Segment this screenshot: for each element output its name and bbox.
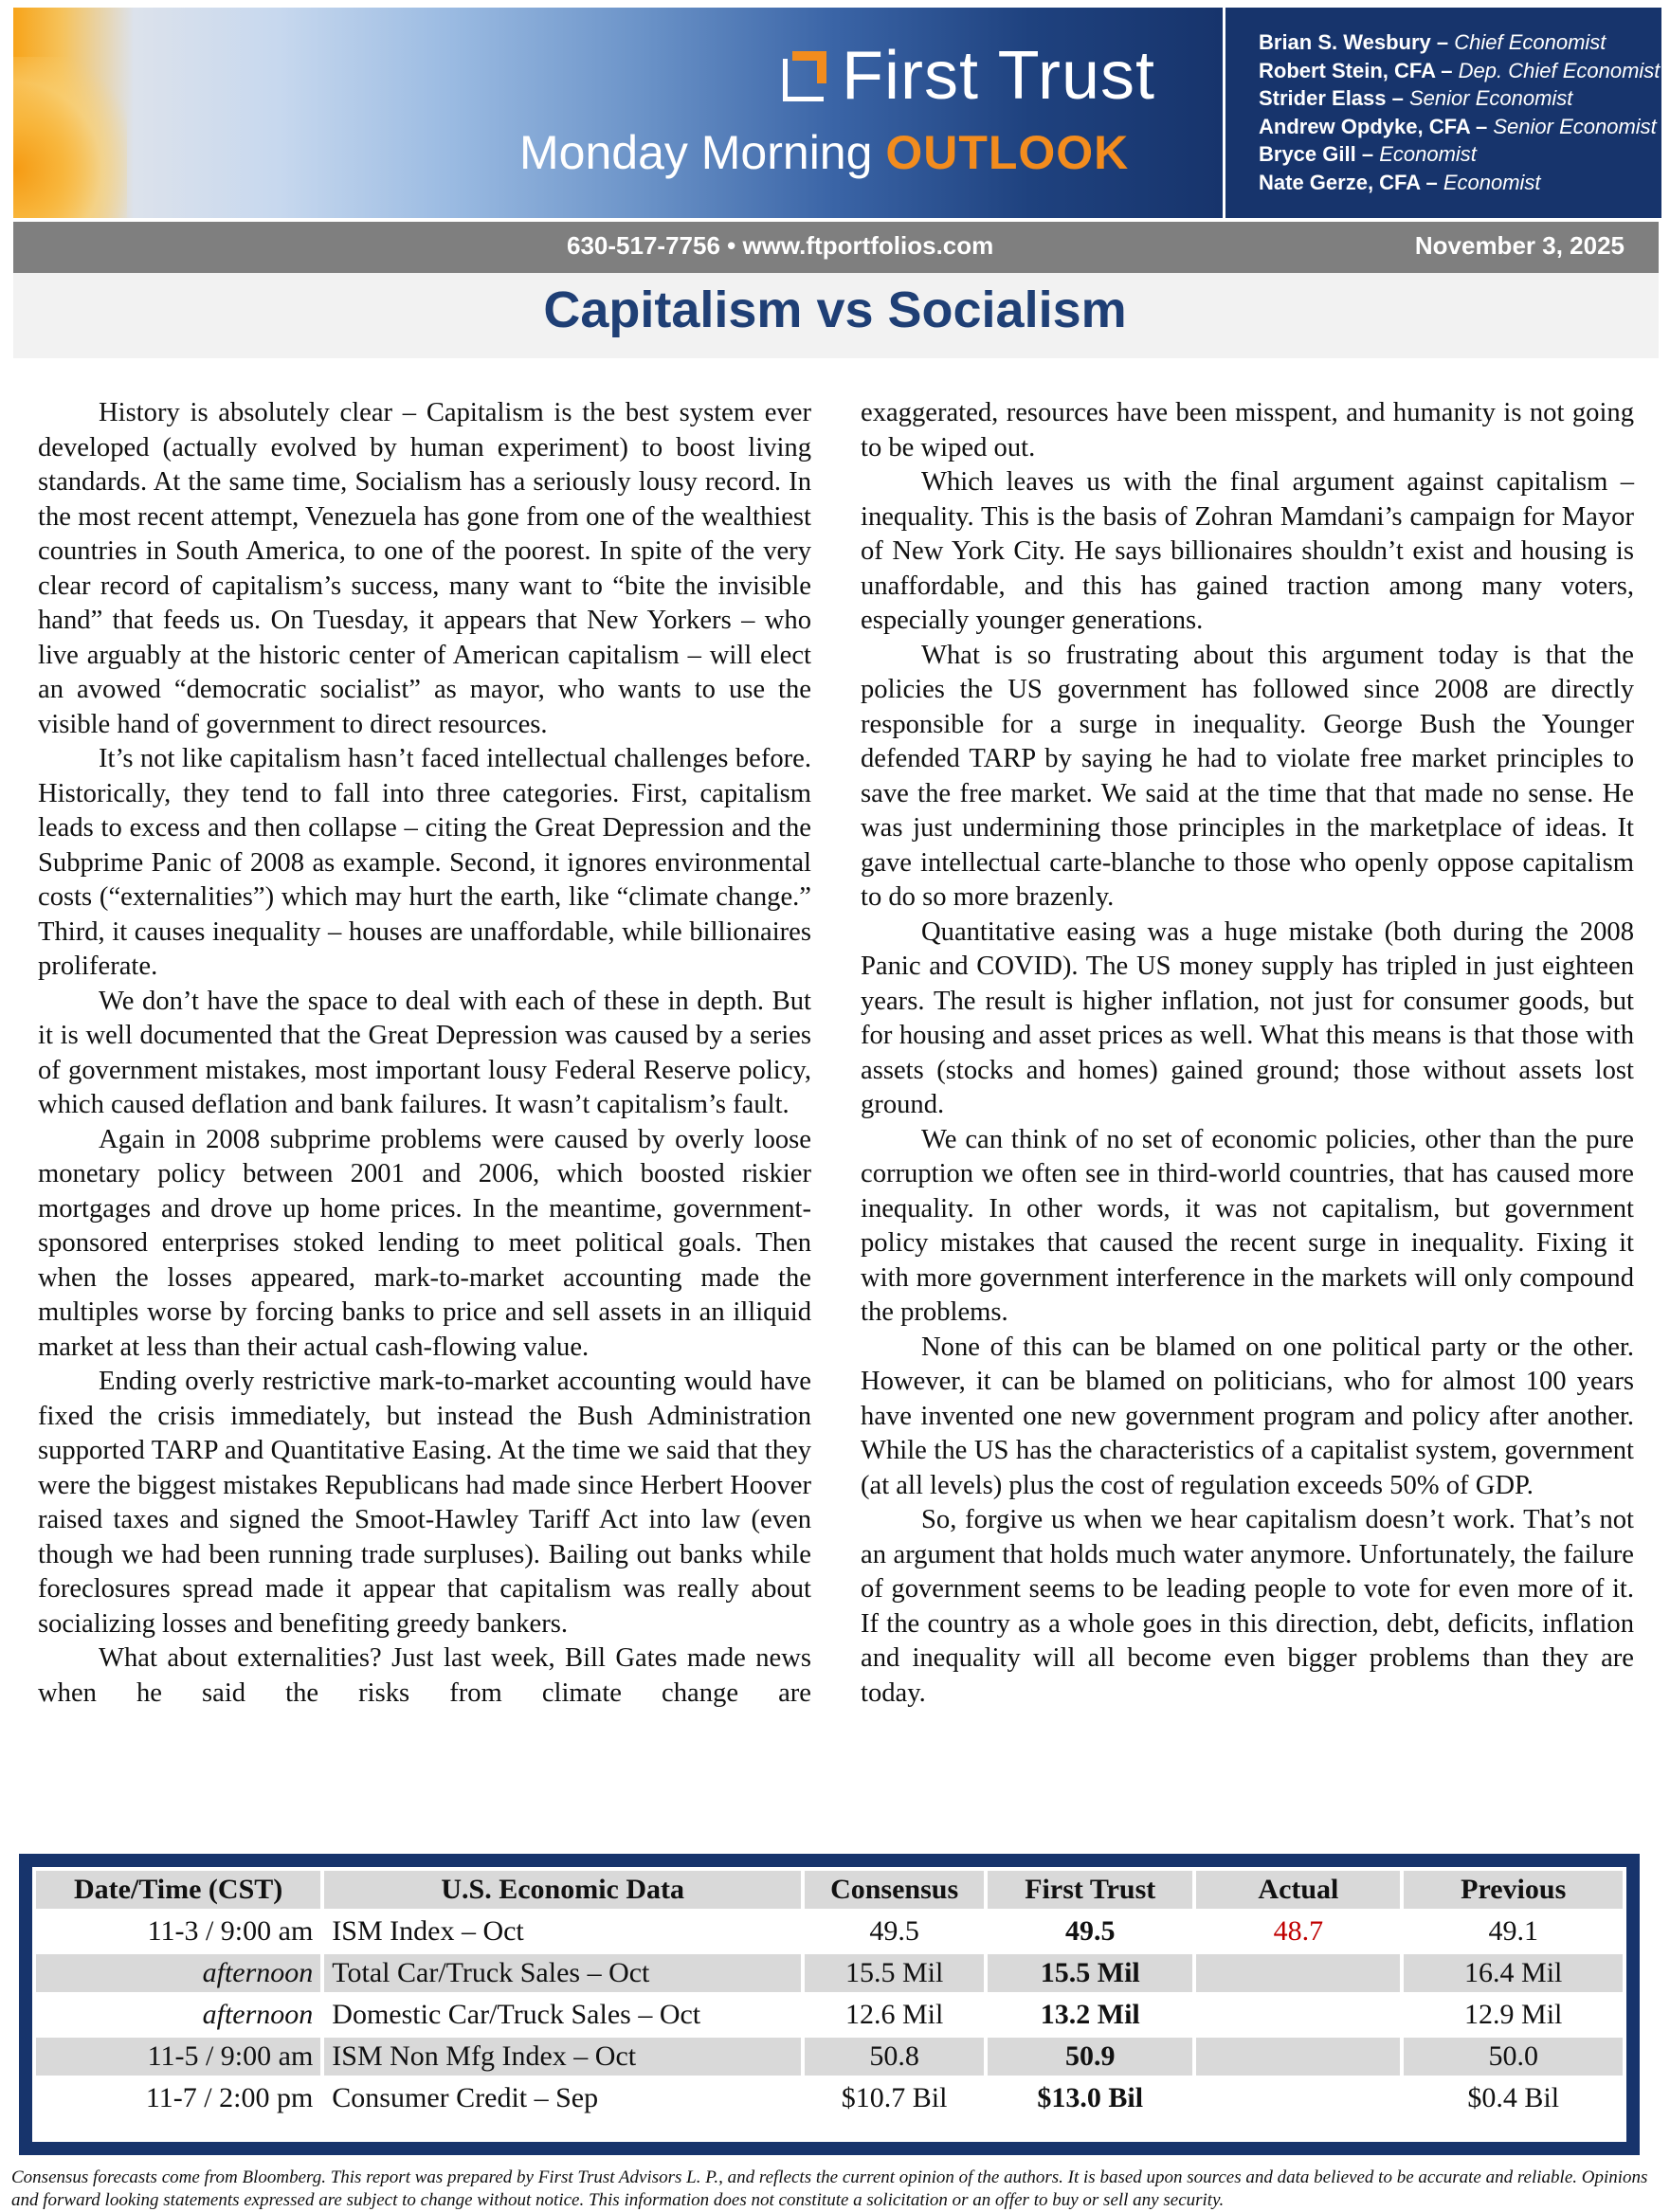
cell-consensus: 15.5 Mil — [805, 1954, 984, 1992]
header-previous: Previous — [1404, 1871, 1623, 1909]
staff-member: Nate Gerze, CFA – Economist — [1259, 170, 1541, 194]
paragraph: Ending overly restrictive mark-to-market accounting would have fixed the crisis immediately, but instead the Bush Administration supported TARP and Quantitative Easing. At the time we said that they were the biggest mistakes Republicans had made since Herbert Hoover raised taxes and signed the Smoot-Hawley Tariff Act into law (even though we had been running trade surpluses). Bailing out banks while foreclosures spread made it appear that capitalism was really about socializing losses and benefiting greedy bankers. — [38, 1367, 811, 1639]
disclaimer: Consensus forecasts come from Bloomberg. This report was prepared by First Trust Advisors L. P., and reflects the current opinion of the authors. It is based upon sources and data believed to be accurate and reliable. Opinions and forward looking statements expressed are subject to change without notice. This information does not constitute a solicitation or an offer to buy or sell any security. — [11, 2167, 1648, 2210]
cell-actual: 48.7 — [1273, 1915, 1324, 1947]
cell-date: afternoon — [202, 1999, 314, 2030]
cell-desc: Consumer Credit – Sep — [332, 2082, 599, 2113]
cell-previous: 50.0 — [1404, 2038, 1623, 2076]
cell-previous: $0.4 Bil — [1467, 2082, 1560, 2113]
paragraph: What about externalities? Just last week, Bill Gates made news when he said the risks from climate change are — [38, 1643, 811, 1708]
table-row — [36, 2038, 1623, 2076]
table-row — [36, 1913, 1623, 1950]
cell-actual — [1196, 2079, 1400, 2117]
staff-member: Strider Elass – Senior Economist — [1259, 86, 1573, 110]
staff-list — [1259, 28, 1660, 196]
header-consensus: Consensus — [805, 1871, 984, 1909]
sun-graphic — [13, 57, 127, 218]
cell-previous: 12.9 Mil — [1464, 1999, 1563, 2030]
paragraph: History is absolutely clear – Capitalism is the best system ever developed (actually evolved by human experiment) to boost living standards. At the same time, Socialism has a seriously lousy record. In the most recent attempt, Venezuela has gone from one of the wealthiest countries in South America, to one of the poorest. In spite of the very clear record of capitalism’s success, many want to “bite the invisible hand” that feeds us. On Tuesday, it appears that New Yorkers – who live arguably at the historic center of American capitalism – will elect an avowed “democratic socialist” as mayor, who wants to use the visible hand of government to direct resources. — [38, 398, 811, 739]
cell-consensus: 50.8 — [805, 2038, 984, 2076]
cell-date: 11-7 / 2:00 pm — [145, 2082, 314, 2113]
cell-consensus: 49.5 — [869, 1915, 919, 1947]
article-right-column — [861, 396, 1634, 1711]
cell-first-trust: 15.5 Mil — [988, 1954, 1192, 1992]
paragraph: We don’t have the space to deal with each of these in depth. But it is well documented that the Great Depression was caused by a series of government mistakes, most important lousy Federal Reserve policy, which caused deflation and bank failures. It wasn’t capitalism’s fault. — [38, 986, 811, 1119]
publication-name-plain: Monday Morning — [519, 126, 886, 179]
header-date: Date/Time (CST) — [36, 1871, 320, 1909]
article-title: Capitalism vs Socialism — [543, 281, 1127, 338]
cell-consensus: $10.7 Bil — [841, 2082, 948, 2113]
table-row — [36, 1996, 1623, 2034]
cell-date: 11-3 / 9:00 am — [147, 1915, 314, 1947]
cell-previous: 49.1 — [1488, 1915, 1538, 1947]
cell-desc: ISM Index – Oct — [332, 1915, 524, 1947]
header-actual: Actual — [1196, 1871, 1400, 1909]
article-left-column — [38, 396, 811, 1711]
cell-first-trust: $13.0 Bil — [1037, 2082, 1144, 2113]
cell-desc: Domestic Car/Truck Sales – Oct — [332, 1999, 701, 2030]
contact-info: 630-517-7756 • www.ftportfolios.com — [567, 231, 994, 260]
paragraph: It’s not like capitalism hasn’t faced intellectual challenges before. Historically, they tend to fall into three categories. First, capitalism leads to excess and then collapse – citing the Great Depression and the Subprime Panic of 2008 as example. Second, it ignores environmental costs (“externalities”) which may hurt the earth, like “climate change.” Third, it causes inequality – houses are unaffordable, while billionaires proliferate. — [38, 744, 811, 981]
publication-date: November 3, 2025 — [1414, 231, 1625, 260]
cell-previous: 16.4 Mil — [1404, 1954, 1623, 1992]
staff-member: Brian S. Wesbury – Chief Economist — [1259, 30, 1606, 54]
paragraph: So, forgive us when we hear capitalism doesn’t work. That’s not an argument that holds much water anymore. Unfortunately, the failure of government seems to be leading people to vote for even more of it. If the country as a whole goes in this direction, debt, deficits, inflation and inequality will all become even bigger problems than they are today. — [861, 1505, 1634, 1708]
header-first-trust: First Trust — [988, 1871, 1192, 1909]
header-data: U.S. Economic Data — [324, 1871, 801, 1909]
cell-actual — [1196, 2038, 1400, 2076]
paragraph: We can think of no set of economic policies, other than the pure corruption we often see in third-world countries, that has caused more inequality. In other words, it was not capitalism, but government policy mistakes that caused the recent surge in inequality. Fixing it with more government interference in the markets will only compound the problems. — [861, 1124, 1634, 1327]
staff-member: Robert Stein, CFA – Dep. Chief Economist — [1259, 58, 1661, 82]
paragraph: Again in 2008 subprime problems were caused by overly loose monetary policy between 2001 and 2006, which boosted riskier mortgages and drove up home prices. In the meantime, government-sponsored enterprises stoked lending to meet political goals. Then when the losses appeared, mark-to-market accounting made the multiples worse by forcing banks to price and sell assets in an illiquid market at less than their actual cash-flowing value. — [38, 1124, 811, 1362]
logo-text: First Trust — [842, 38, 1155, 114]
paragraph: Which leaves us with the final argument against capitalism – inequality. This is the basis of Zohran Mamdani’s campaign for Mayor of New York City. He says billionaires shouldn’t exist and housing is unaffordable, and this has gained traction among many voters, especially younger generations. — [861, 467, 1634, 635]
cell-first-trust: 50.9 — [988, 2038, 1192, 2076]
cell-first-trust: 13.2 Mil — [1040, 1999, 1140, 2030]
table-header-row — [36, 1871, 1623, 1909]
publication-name-accent: OUTLOOK — [885, 126, 1130, 179]
staff-member: Bryce Gill – Economist — [1259, 142, 1477, 166]
cell-date: afternoon — [36, 1954, 320, 1992]
economic-data-table — [32, 1867, 1626, 2121]
table-row — [36, 2079, 1623, 2117]
paragraph: None of this can be blamed on one political party or the other. However, it can be blamed on politicians, who for almost 100 years have invented one new government program and policy after another. While the US has the characteristics of a capitalist system, government (at all levels) plus the cost of regulation exceeds 50% of GDP. — [861, 1332, 1634, 1500]
cell-first-trust: 49.5 — [1065, 1915, 1116, 1947]
cell-desc: Total Car/Truck Sales – Oct — [324, 1954, 801, 1992]
logo-mark-icon — [783, 51, 830, 100]
cell-actual — [1196, 1996, 1400, 2034]
cell-date: 11-5 / 9:00 am — [36, 2038, 320, 2076]
publication-name — [519, 125, 1129, 180]
cell-consensus: 12.6 Mil — [844, 1999, 944, 2030]
first-trust-logo — [783, 38, 1155, 114]
paragraph: What is so frustrating about this argument today is that the policies the US government has followed since 2008 are directly responsible for a surge in inequality. George Bush the Younger defended TARP by saying he had to violate free market principles to save the free market. We said at the time that that made no sense. He was just undermining those principles in the marketplace of ideas. It gave intellectual carte-blanche to those who openly oppose capitalism to do so more brazenly. — [861, 640, 1634, 912]
cell-desc: ISM Non Mfg Index – Oct — [324, 2038, 801, 2076]
paragraph: Quantitative easing was a huge mistake (both during the 2008 Panic and COVID). The US money supply has tripled in just eighteen years. The result is higher inflation, not just for consumer goods, but for housing and asset prices as well. What this means is that those with assets (stocks and homes) gained ground; those without assets lost ground. — [861, 916, 1634, 1119]
table-row — [36, 1954, 1623, 1992]
cell-actual — [1196, 1954, 1400, 1992]
paragraph-continuation: exaggerated, resources have been misspent, and humanity is not going to be wiped out. — [861, 398, 1634, 462]
staff-member: Andrew Opdyke, CFA – Senior Economist — [1259, 114, 1657, 138]
